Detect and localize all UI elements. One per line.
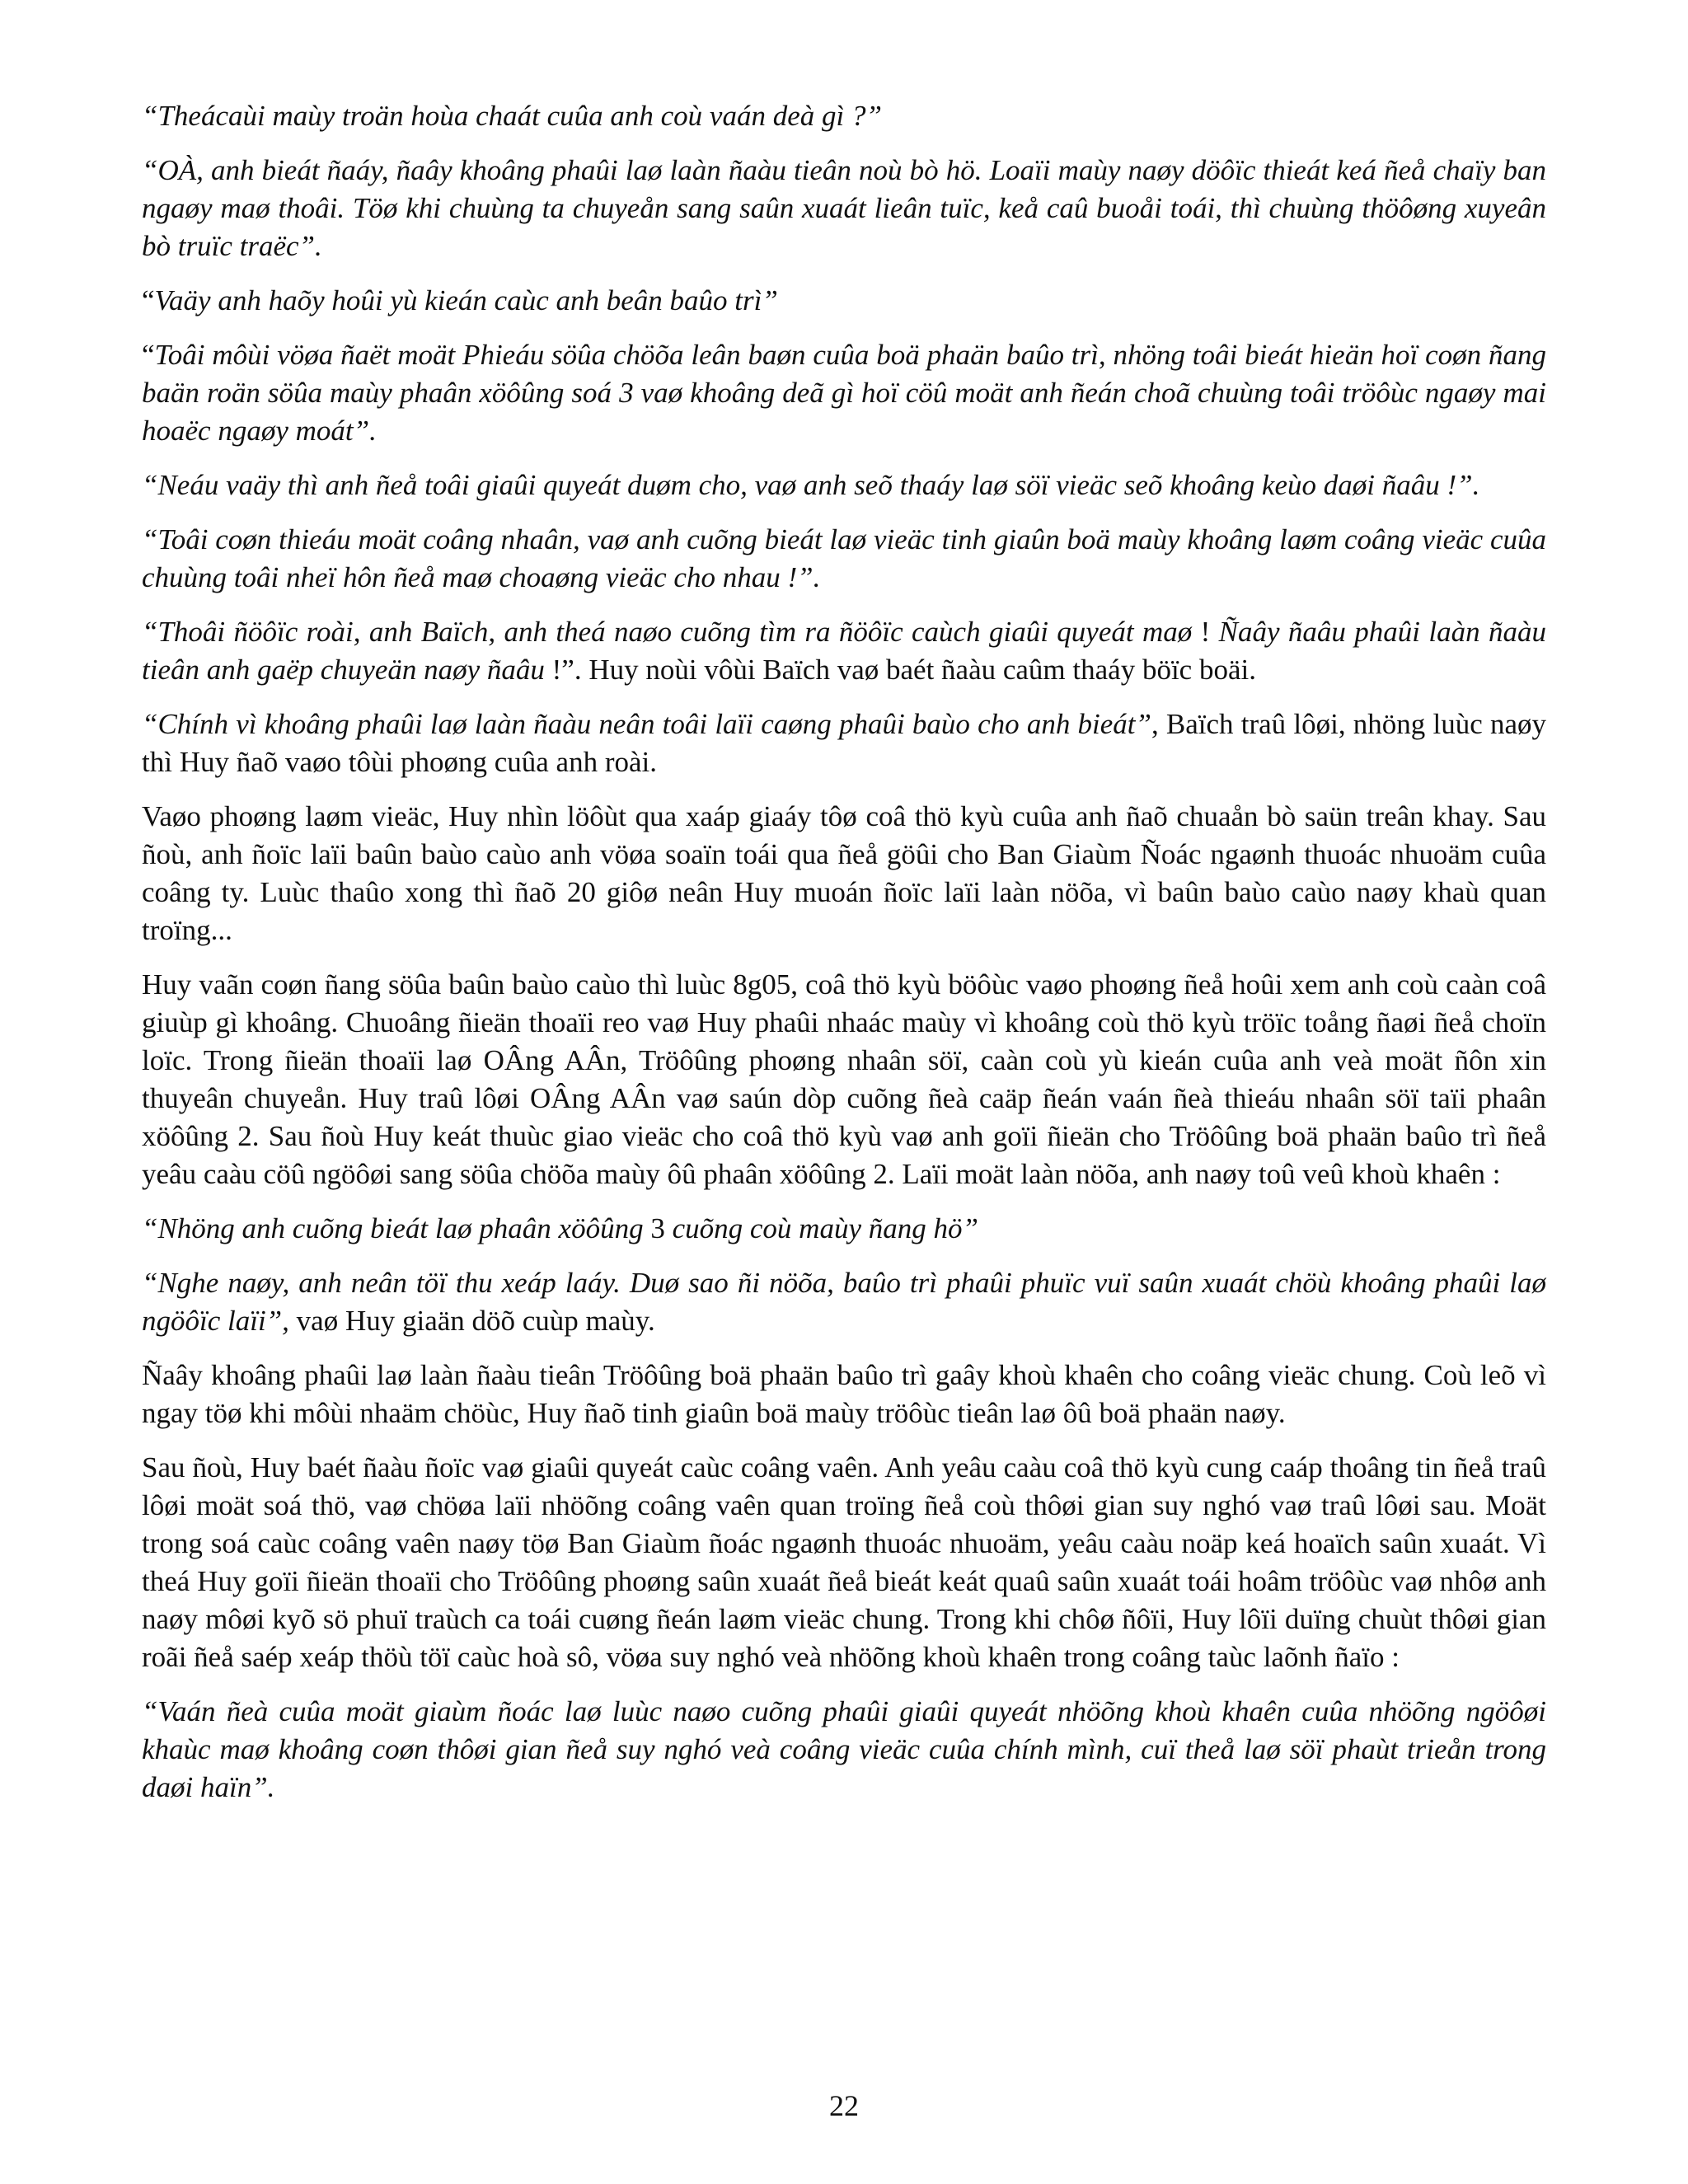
paragraph-text: 3 <box>650 1212 665 1244</box>
paragraph-text: Ñaây khoâng phaûi laø laàn ñaàu tieân Tröôûng boä phaän baûo trì gaây khoù khaên cho coâng vieäc chung. Coù leõ vì ngay töø khi môùi nhaäm chöùc, Huy ñaõ tinh giaûn boä maùy tröôùc tieân laø ôû boä phaän naøy. <box>142 1359 1546 1429</box>
paragraph <box>142 1264 1546 1340</box>
paragraph-text: “ <box>142 284 155 316</box>
paragraph <box>142 1210 1546 1248</box>
paragraph <box>142 705 1546 781</box>
paragraph-text: “Nghe naøy, anh neân töï thu xeáp laáy. Duø sao ñi nöõa, baûo trì phaûi phuïc vuï saûn xuaát chöù khoâng phaûi laø ngöôïc laïi”, <box>142 1267 1546 1337</box>
document-body <box>142 97 1546 1823</box>
paragraph-text: vaø Huy giaän döõ cuùp maùy. <box>288 1305 655 1337</box>
page-number: 22 <box>829 2089 859 2122</box>
paragraph-text: ! <box>1192 616 1219 648</box>
paragraph <box>142 798 1546 949</box>
paragraph-text: “ <box>142 339 155 371</box>
paragraph-text: Vaäy anh haõy hoûi yù kieán caùc anh beân baûo trì” <box>154 284 778 316</box>
paragraph <box>142 336 1546 450</box>
paragraph-text: “Theácaùi maùy troän hoùa chaát cuûa anh coù vaán deà gì ?” <box>142 100 882 132</box>
paragraph <box>142 282 1546 320</box>
paragraph-text: cuõng coù maùy ñang hö” <box>664 1212 978 1244</box>
paragraph <box>142 613 1546 689</box>
paragraph <box>142 466 1546 504</box>
paragraph-text: Toâi môùi vöøa ñaët moät Phieáu söûa chöõa leân baøn cuûa boä phaän baûo trì, nhöng toâi bieát hieän hoï coøn ñang baän roän söûa maùy phaân xöôûng soá 3 vaø khoâng deã gì hoï cöû moät anh ñeán choã chuùng toâi tröôùc ngaøy mai hoaëc ngaøy moát”. <box>142 339 1546 447</box>
paragraph-text: Ñaây ñaâu phaûi laàn ñaàu tieân anh gaëp chuyeän naøy ñaâu <box>142 616 1547 686</box>
paragraph-text: “Nhöng anh cuõng bieát laø phaân xöôûng <box>142 1212 651 1244</box>
paragraph <box>142 1693 1546 1807</box>
paragraph <box>142 521 1546 597</box>
paragraph <box>142 97 1546 135</box>
paragraph-text: “Toâi coøn thieáu moät coâng nhaân, vaø anh cuõng bieát laø vieäc tinh giaûn boä maùy khoâng laøm coâng vieäc cuûa chuùng toâi nheï hôn ñeå maø choaøng vieäc cho nhau !”. <box>142 523 1546 593</box>
paragraph-text: Sau ñoù, Huy baét ñaàu ñoïc vaø giaûi quyeát caùc coâng vaên. Anh yeâu caàu coâ thö kyù cung caáp thoâng tin ñeå traû lôøi moät soá thö, vaø chöøa laïi nhöõng coâng vaên quan troïng ñeå coù thôøi gian suy nghó vaø traû lôøi sau. Moät trong soá caùc coâng vaên naøy töø Ban Giaùm ñoác ngaønh thuoác nhuoäm, yeâu caàu noäp keá hoaïch saûn xuaát. Vì theá Huy goïi ñieän thoaïi cho Tröôûng phoøng saûn xuaát ñeå bieát keát quaû saûn xuaát toái hoâm tröôùc vaø nhôø anh naøy môøi kyõ sö phuï traùch ca toái cuøng ñeán laøm vieäc chung. Trong khi chôø ñôïi, Huy lôïi duïng chuùt thôøi gian roãi ñeå saép xeáp thöù töï caùc hoà sô, vöøa suy nghó veà nhöõng khoù khaên trong coâng taùc laõnh ñaïo : <box>142 1451 1546 1673</box>
paragraph-text: Vaøo phoøng laøm vieäc, Huy nhìn löôùt qua xaáp giaáy tôø coâ thö kyù cuûa anh ñaõ chuaån bò saün treân khay. Sau ñoù, anh ñoïc laïi baûn baùo caùo anh vöøa soaïn toái qua ñeå göûi cho Ban Giaùm Ñoác ngaønh thuoác nhuoäm cuûa coâng ty. Luùc thaûo xong thì ñaõ 20 giôø neân Huy muoán ñoïc laïi laàn nöõa, vì baûn baùo caùo naøy khaù quan troïng... <box>142 800 1546 946</box>
paragraph <box>142 966 1546 1193</box>
paragraph <box>142 1449 1546 1676</box>
paragraph-text: , Baïch traû lôøi, nhöng luùc naøy thì Huy ñaõ vaøo tôùi phoøng cuûa anh roài. <box>142 708 1546 778</box>
paragraph-text: “OÀ, anh bieát ñaáy, ñaây khoâng phaûi laø laàn ñaàu tieân noù bò hö. Loaïi maùy naøy döôïc thieát keá ñeå chaïy ban ngaøy maø thoâi. Töø khi chuùng ta chuyeån sang saûn xuaát lieân tuïc, keå caû buoåi toái, thì chuùng thöôøng xuyeân bò truïc traëc”. <box>142 154 1546 262</box>
paragraph-text: !”. Huy noùi vôùi Baïch vaø baét ñaàu caûm thaáy böïc boäi. <box>544 654 1256 686</box>
paragraph-text: “Thoâi ñöôïc roài, anh Baïch, anh theá naøo cuõng tìm ra ñöôïc caùch giaûi quyeát maø <box>142 616 1193 648</box>
paragraph-text: “Neáu vaäy thì anh ñeå toâi giaûi quyeát duøm cho, vaø anh seõ thaáy laø söï vieäc seõ khoâng keùo daøi ñaâu !”. <box>142 469 1480 501</box>
paragraph <box>142 152 1546 265</box>
paragraph-text: “Chính vì khoâng phaûi laø laàn ñaàu neân toâi laïi caøng phaûi baùo cho anh bieát” <box>142 708 1151 740</box>
paragraph-text: Huy vaãn coøn ñang söûa baûn baùo caùo thì luùc 8g05, coâ thö kyù böôùc vaøo phoøng ñeå hoûi xem anh coù caàn coâ giuùp gì khoâng. Chuoâng ñieän thoaïi reo vaø Huy phaûi nhaác maùy vì khoâng coù thö kyù tröïc toång ñaøi ñeå choïn loïc. Trong ñieän thoaïi laø OÂng AÂn, Tröôûng phoøng nhaân söï, caàn coù yù kieán cuûa anh veà moät ñôn xin thuyeân chuyeån. Huy traû lôøi OÂng AÂn vaø saún dòp cuõng ñeà caäp ñeán vaán ñeà thieáu nhaân söï taïi phaân xöôûng 2. Sau ñoù Huy keát thuùc giao vieäc cho coâ thö kyù vaø anh goïi ñieän cho Tröôûng boä phaän baûo trì ñeå yeâu caàu cöû ngöôøi sang söûa chöõa maùy ôû phaân xöôûng 2. Laïi moät laàn nöõa, anh naøy toû veû khoù khaên : <box>142 968 1546 1190</box>
paragraph-text: “Vaán ñeà cuûa moät giaùm ñoác laø luùc naøo cuõng phaûi giaûi quyeát nhöõng khoù khaên cuûa nhöõng ngöôøi khaùc maø khoâng coøn thôøi gian ñeå suy nghó veà coâng vieäc cuûa chính mình, cuï theå laø söï phaùt trieån trong daøi haïn”. <box>142 1695 1546 1803</box>
paragraph <box>142 1357 1546 1432</box>
